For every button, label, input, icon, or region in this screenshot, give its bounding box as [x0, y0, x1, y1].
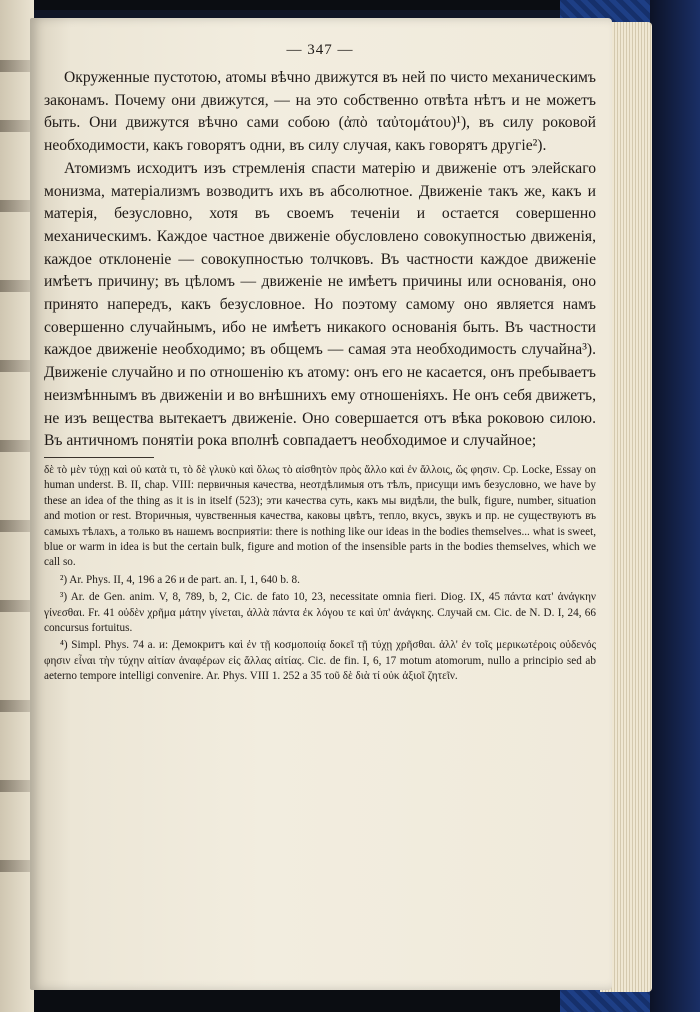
left-text-fragment: [0, 280, 34, 292]
paragraph: Окруженные пустотою, атомы вѣчно движутся въ ней по чисто механическимъ законамъ. Почему они движутся, — на это собственно отвѣта нѣтъ и не можетъ быть. Они движутся вѣчно сами собою (ἀπὸ ταὐτομάτου)¹), въ силу роковой необходимости, какъ говорятъ одни, въ силу случая, какъ говорятъ другіе²).: [44, 69, 596, 155]
footnote: ³) Ar. de Gen. anim. V, 8, 789, b, 2, Cic. de fato 10, 23, necessitate omnia fieri. Diog. IX, 45 πάντα κατ' ἀνάγκην γίνεσθαι. Fr. 41 οὐδὲν χρῆμα μάτην γίνεται, ἀλλὰ πάντα ἐκ λόγου τε καὶ ὑπ' ἀνάγκης. Случай см. Cic. de N. D. I, 24, 66 concursus fortuitus.: [44, 591, 596, 635]
left-text-fragment: [0, 600, 34, 612]
paragraph: Атомизмъ исходитъ изъ стремленія спасти матерію и движеніе отъ элейскаго монизма, матеріализмъ возводитъ ихъ въ абсолютное. Движеніе такъ же, какъ и матерія, безусловно, хотя въ своемъ теченіи и остается совершенно механическимъ. Каждое частное движеніе обусловлено совокупностью движенія, каждое отклоненіе — совокупностью толчковъ. Въ частности каждое движеніе имѣетъ причину; въ цѣломъ — движеніе не имѣетъ причины или основанія, оно принято напередъ, какъ безусловное. Но поэтому самому оно является намъ совершенно случайнымъ, ибо не имѣетъ никакого основанія быть. Въ частности каждое движеніе необходимо; въ общемъ — самая эта необходимость случайна³). Движеніе случайно и по отношенію къ атому: онъ его не касается, онъ пребываетъ неизмѣннымъ въ движеніи и во внѣшнихъ ему отношеніяхъ. Не онъ себя движетъ, не изъ вещества вытекаетъ движеніе. Оно совершается отъ вѣка роковою силою. Въ античномъ понятіи рока вполнѣ совпадаетъ необходимое и случайное;: [44, 159, 596, 450]
left-text-fragment: [0, 60, 34, 72]
left-text-fragment: [0, 860, 34, 872]
page-text-block: [44, 42, 596, 687]
left-text-fragment: [0, 360, 34, 372]
left-text-fragment: [0, 200, 34, 212]
left-page-edge: [0, 0, 34, 1012]
left-text-fragment: [0, 520, 34, 532]
left-text-fragment: [0, 440, 34, 452]
footnote: δὲ τὸ μὲν τύχῃ καὶ οὐ κατὰ τι, τὸ δὲ γλυκὺ καὶ ὅλως τὸ αἰσθητὸν πρὸς ἄλλο καὶ ἐν ἄλλοις, ὥς φησιν. Cp. Locke, Essay on human underst. B. II, chap. VIII: первичныя качества, неотдѣлимыя отъ тѣлъ, присущи имъ безусловно, we have by these an idea of the thing as it is in itself (523); эти качества суть, какъ мы видѣли, the bulk, figure, number, situation and motion or rest. Вторичныя, чувственныя качества, каковы цвѣтъ, тепло, вкусъ, звукъ и пр. не существуютъ въ самыхъ тѣлахъ, а только въ нашемъ восприятіи: there is nothing like our ideas in the bodies themselves... what is sweet, blue or warm in idea is but the certain bulk, figure and motion of the insensible parts in the bodies themselves, which we call so.: [44, 463, 596, 569]
footnote: ⁴) Simpl. Phys. 74 a. и: Демокритъ καὶ ἐν τῇ κοσμοποιίᾳ δοκεῖ τῇ τύχῃ χρῆσθαι. ἀλλ' ἐν τοῖς μερικωτέροις οὐδενός φησιν εἶναι τὴν τύχην αἰτίαν ἀναφέρων εἰς ἄλλας αἰτίας. Cic. de fin. I, 6, 17 motum atomorum, nullo a principio sed ab aeterno tempore intelligi convenire. Ar. Phys. VIII 1. 252 a 35 τοῦ δὲ διὰ τί οὐκ ἀξιοῖ ζητεῖν.: [44, 639, 596, 683]
footnotes: [44, 463, 596, 685]
footnote-rule: [44, 457, 154, 458]
book-cover-edge: [650, 0, 700, 1012]
left-text-fragment: [0, 120, 34, 132]
footnote: ²) Ar. Phys. II, 4, 196 a 26 и de part. an. I, 1, 640 b. 8.: [60, 573, 300, 586]
book-page: [30, 18, 612, 990]
left-text-fragment: [0, 780, 34, 792]
left-text-fragment: [0, 700, 34, 712]
main-text: [44, 67, 596, 453]
page-number: — 347 —: [286, 42, 354, 58]
